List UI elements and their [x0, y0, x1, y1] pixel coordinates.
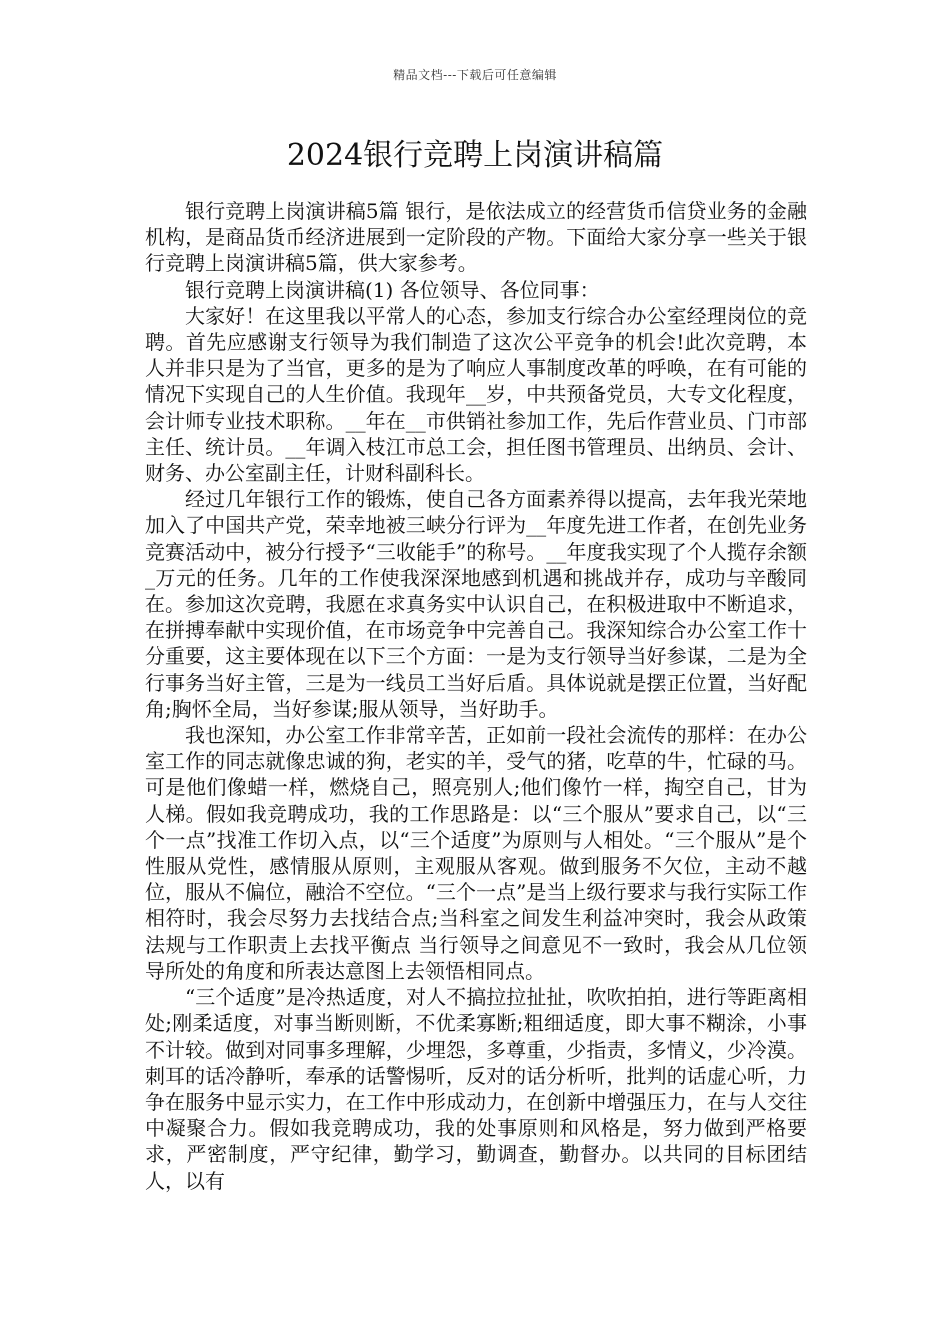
paragraph-self-introduction: 大家好！在这里我以平常人的心态，参加支行综合办公室经理岗位的竞聘。首先应感谢支行领导为我们制造了这次公平竞争的机会!此次竞聘，本人并非只是为了当官，更多的是为了响应人事制度改革的呼唤，在有可能的情况下实现自己的人生价值。我现年__岁，中共预备党员，大专文化程度，会计师专业技术职称。__年在__市供销社参加工作，先后作营业员、门市部主任、统计员。__年调入枝江市总工会，担任图书管理员、出纳员、会计、财务、办公室副主任，计财科副科长。 [145, 303, 807, 486]
header-note: 精品文档---下载后可任意编辑 [393, 68, 557, 82]
paragraph-experience: 经过几年银行工作的锻炼，使自己各方面素养得以提高，去年我光荣地加入了中国共产党，荣幸地被三峡分行评为__年度先进工作者，在创先业务竞赛活动中，被分行授予“三收能手”的称号。__年度我实现了个人揽存余额_万元的任务。几年的工作使我深深地感到机遇和挑战并存，成功与辛酸同在。参加这次竞聘，我愿在求真务实中认识自己，在积极进取中不断追求，在拼搏奉献中实现价值，在市场竞争中完善自己。我深知综合办公室工作十分重要，这主要体现在以下三个方面：一是为支行领导当好参谋，二是为全行事务当好主管，三是为一线员工当好后盾。具体说就是摆正位置，当好配角;胸怀全局，当好参谋;服从领导，当好助手。 [145, 487, 807, 721]
paragraph-work-approach: 我也深知，办公室工作非常辛苦，正如前一段社会流传的那样：在办公室工作的同志就像忠诚的狗，老实的羊，受气的猪，吃草的牛，忙碌的马。可是他们像蜡一样，燃烧自己，照亮别人;他们像竹一样，掏空自己，甘为人梯。假如我竞聘成功，我的工作思路是：以“三个服从”要求自己，以“三个一点”找准工作切入点，以“三个适度”为原则与人相处。“三个服从”是个性服从党性，感情服从原则，主观服从客观。做到服务不欠位，主动不越位，服从不偏位，融洽不空位。“三个一点”是当上级行要求与我行实际工作相符时，我会尽努力去找结合点;当科室之间发生利益冲突时，我会从政策法规与工作职责上去找平衡点 当行领导之间意见不一致时，我会从几位领导所处的角度和所表达意图上去领悟相同点。 [145, 723, 807, 983]
paragraph-intro: 银行竞聘上岗演讲稿5篇 银行，是依法成立的经营货币信贷业务的金融机构，是商品货币经济进展到一定阶段的产物。下面给大家分享一些关于银行竞聘上岗演讲稿5篇，供大家参考。 [145, 199, 807, 276]
document-body [145, 198, 807, 1194]
paragraph-three-moderations: “三个适度”是冷热适度，对人不搞拉拉扯扯，吹吹拍拍，进行等距离相处;刚柔适度，对事当断则断，不优柔寡断;粗细适度，即大事不糊涂，小事不计较。做到对同事多理解，少埋怨，多尊重，少指责，多情义，少冷漠。刺耳的话冷静听，奉承的话警惕听，反对的话分析听，批判的话虚心听，力争在服务中显示实力，在工作中形成动力，在创新中增强压力，在与人交往中凝聚合力。假如我竞聘成功，我的处事原则和风格是，努力做到严格要求，严密制度，严守纪律，勤学习，勤调查，勤督办。以共同的目标团结人，以有 [145, 985, 807, 1193]
paragraph-speech-heading: 银行竞聘上岗演讲稿(1) 各位领导、各位同事： [185, 277, 600, 302]
document-title: 2024银行竞聘上岗演讲稿篇 [286, 138, 664, 173]
